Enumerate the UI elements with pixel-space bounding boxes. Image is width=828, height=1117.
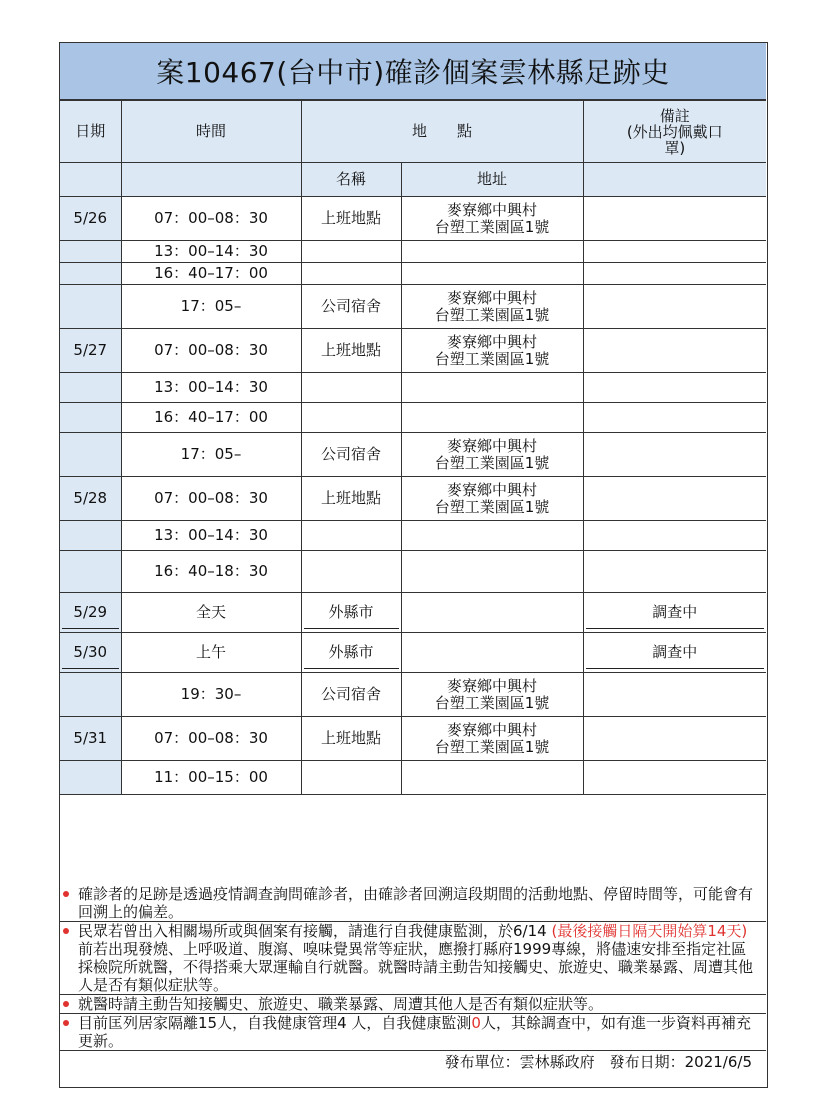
name-cell: 上班地點 (301, 329, 401, 373)
address-cell: 麥寮鄉中興村 台塑工業園區1號 (401, 717, 583, 761)
date-cell (60, 285, 121, 329)
address-cell (401, 403, 583, 433)
subheader-blank-time (121, 163, 301, 197)
note-4-text-a: 目前匡列居家隔離15人，自我健康管理4 人，自我健康監測 (78, 1014, 472, 1032)
note-4-text-b: 人，其餘調查中，如有進一步資料再補充更新。 (78, 1014, 751, 1050)
underline-mark (62, 628, 119, 629)
table-row (60, 433, 766, 477)
issuer-line: 發布單位：雲林縣政府 發布日期：2021/6/5 (444, 1053, 752, 1071)
note-2-text-b: 前若出現發燒、上呼吸道、腹瀉、嗅味覺異常等症狀，應撥打縣府1999專線，將儘速安排至指定社區採檢院所就醫，不得搭乘大眾運輸自行就醫。就醫時請主動告知接觸史、旅遊史、職業暴露、周遭其他人是否有類似症狀等。 (78, 940, 754, 994)
notes-section (60, 843, 766, 1071)
subheader-blank-date (60, 163, 121, 197)
subheader-row (60, 163, 766, 197)
address-cell (401, 551, 583, 593)
remark-cell (583, 263, 766, 285)
address-cell: 麥寮鄉中興村 台塑工業園區1號 (401, 285, 583, 329)
time-cell: 19：30– (121, 673, 301, 717)
remark-cell (583, 551, 766, 593)
underline-mark (304, 668, 399, 669)
underline-mark (586, 628, 765, 629)
date-cell (60, 373, 121, 403)
remark-cell (583, 717, 766, 761)
table-row (60, 197, 766, 241)
date-cell (60, 521, 121, 551)
table-row (60, 521, 766, 551)
header-name: 名稱 (301, 163, 401, 197)
header-time: 時間 (121, 101, 301, 163)
name-cell: 公司宿舍 (301, 433, 401, 477)
address-cell: 麥寮鄉中興村 台塑工業園區1號 (401, 197, 583, 241)
address-cell: 麥寮鄉中興村 台塑工業園區1號 (401, 433, 583, 477)
date-cell (60, 593, 121, 633)
remark-cell (583, 433, 766, 477)
address-cell: 麥寮鄉中興村 台塑工業園區1號 (401, 477, 583, 521)
underline-mark (304, 628, 399, 629)
table-row (60, 673, 766, 717)
address-cell (401, 241, 583, 263)
address-cell (401, 633, 583, 673)
footprint-document (59, 42, 768, 1088)
header-address: 地址 (401, 163, 583, 197)
name-cell: 上班地點 (301, 477, 401, 521)
address-cell (401, 373, 583, 403)
time-cell: 上午 (121, 633, 301, 673)
table-row (60, 717, 766, 761)
note-4-text-red: 0 (471, 1014, 481, 1032)
table-row (60, 263, 766, 285)
note-2-text-red: (最後接觸日隔天開始算14天) (551, 922, 748, 940)
table-row (60, 633, 766, 673)
name-cell (301, 551, 401, 593)
name-cell: 公司宿舍 (301, 285, 401, 329)
name-cell (301, 761, 401, 795)
table-row (60, 761, 766, 795)
remark-cell (583, 593, 766, 633)
remark-cell-text: 調查中 (652, 643, 698, 661)
address-cell (401, 263, 583, 285)
time-cell: 16：40–17：00 (121, 403, 301, 433)
time-cell: 16：40–17：00 (121, 263, 301, 285)
remark-cell (583, 761, 766, 795)
name-cell (301, 593, 401, 633)
name-cell: 上班地點 (301, 197, 401, 241)
name-cell (301, 373, 401, 403)
note-self-monitoring (60, 922, 766, 995)
remark-cell (583, 673, 766, 717)
date-cell: 5/26 (60, 197, 121, 241)
date-cell-text: 5/30 (73, 643, 108, 661)
header-date: 日期 (60, 101, 121, 163)
time-cell: 07：00–08：30 (121, 329, 301, 373)
header-place: 地 點 (301, 101, 583, 163)
table-row (60, 477, 766, 521)
note-2-text-a: 民眾若曾出入相關場所或與個案有接觸，請進行自我健康監測，於6/14 (78, 922, 552, 940)
table-row (60, 373, 766, 403)
name-cell: 上班地點 (301, 717, 401, 761)
date-cell (60, 241, 121, 263)
note-1-text: 確診者的足跡是透過疫情調查詢問確診者，由確診者回溯這段期間的活動地點、停留時間等，可能會有回溯上的偏差。 (78, 885, 754, 921)
note-3-text: 就醫時請主動告知接觸史、旅遊史、職業暴露、周遭其他人是否有類似症狀等。 (78, 995, 604, 1013)
remark-cell (583, 477, 766, 521)
time-cell: 11：00–15：00 (121, 761, 301, 795)
bullet-icon (63, 1001, 69, 1007)
table-row (60, 403, 766, 433)
remark-cell (583, 521, 766, 551)
name-cell (301, 241, 401, 263)
name-cell (301, 521, 401, 551)
remark-cell (583, 373, 766, 403)
name-cell-text: 外縣市 (328, 643, 374, 661)
underline-mark (62, 668, 119, 669)
note-footprint-deviation (60, 885, 766, 922)
date-cell (60, 433, 121, 477)
name-cell (301, 633, 401, 673)
remark-cell (583, 633, 766, 673)
remark-cell (583, 197, 766, 241)
address-cell (401, 521, 583, 551)
document-title: 案10467(台中市)確診個案雲林縣足跡史 (60, 43, 766, 100)
name-cell: 公司宿舍 (301, 673, 401, 717)
bullet-icon (63, 1020, 69, 1026)
date-cell: 5/31 (60, 717, 121, 761)
time-cell: 17：05– (121, 285, 301, 329)
time-cell: 07：00–08：30 (121, 477, 301, 521)
bullet-icon (63, 891, 69, 897)
table-row (60, 241, 766, 263)
name-cell-text: 外縣市 (328, 603, 374, 621)
remark-cell (583, 403, 766, 433)
time-cell: 16：40–18：30 (121, 551, 301, 593)
name-cell (301, 403, 401, 433)
time-cell: 13：00–14：30 (121, 241, 301, 263)
remark-cell (583, 329, 766, 373)
date-cell: 5/28 (60, 477, 121, 521)
bullet-icon (63, 928, 69, 934)
date-cell (60, 263, 121, 285)
time-cell: 17：05– (121, 433, 301, 477)
note-medical-disclosure (60, 995, 766, 1014)
remark-cell (583, 241, 766, 263)
address-cell (401, 761, 583, 795)
footprint-table (60, 100, 766, 795)
date-cell (60, 673, 121, 717)
date-cell (60, 403, 121, 433)
time-cell: 07：00–08：30 (121, 717, 301, 761)
address-cell: 麥寮鄉中興村 台塑工業園區1號 (401, 673, 583, 717)
date-cell (60, 633, 121, 673)
date-cell-text: 5/29 (73, 603, 108, 621)
time-cell: 13：00–14：30 (121, 521, 301, 551)
date-cell (60, 761, 121, 795)
underline-mark (586, 668, 765, 669)
time-cell: 全天 (121, 593, 301, 633)
time-cell: 07：00–08：30 (121, 197, 301, 241)
table-row (60, 551, 766, 593)
remark-cell (583, 285, 766, 329)
date-cell (60, 551, 121, 593)
note-quarantine-count (60, 1014, 766, 1051)
time-cell: 13：00–14：30 (121, 373, 301, 403)
address-cell (401, 593, 583, 633)
table-row (60, 593, 766, 633)
header-row (60, 101, 766, 163)
table-row (60, 285, 766, 329)
date-cell: 5/27 (60, 329, 121, 373)
table-row (60, 329, 766, 373)
address-cell: 麥寮鄉中興村 台塑工業園區1號 (401, 329, 583, 373)
header-remark: 備註 (外出均佩戴口 罩) (583, 101, 766, 163)
name-cell (301, 263, 401, 285)
remark-cell-text: 調查中 (652, 603, 698, 621)
subheader-blank-remark (583, 163, 766, 197)
